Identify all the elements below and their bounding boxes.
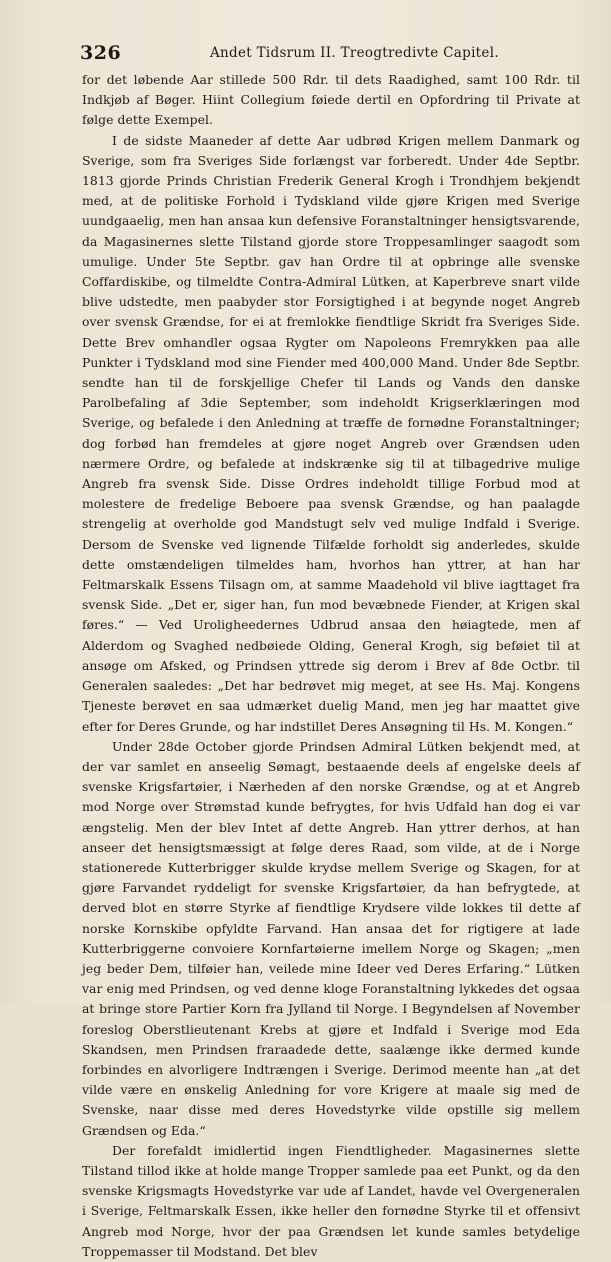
- page-header: [80, 42, 580, 66]
- paragraph-no-hostilities: Der forefaldt imidlertid ingen Fiendtligheder. Magasinernes slette Tilstand tillod ikke at holde mange Tropper samlede paa eet Punkt, og da den svenske Krigsmagts Hovedstyrke var ude af Landet, havde vel Overgeneralen i Sverige, Feltmarskalk Essen, ikke heller den fornødne Styrke til et offensivt Angreb mod Norge, hvor der paa Grændsen let kunde samles betydelige Troppemasser til Modstand. Det blev: [82, 1142, 580, 1259]
- body-text: [82, 70, 580, 1262]
- paragraph-continuation: for det løbende Aar stillede 500 Rdr. til dets Raadighed, samt 100 Rdr. til Indkjøb af Bøger. Hiint Collegium føiede dertil en Opfordring til Private at følge dette Exempel.: [82, 72, 580, 128]
- paragraph-war-outbreak: I de sidste Maaneder af dette Aar udbrød Krigen mellem Danmark og Sverige, som fra Sveriges Side forlængst var forberedt. Under 4de Septbr. 1813 gjorde Prinds Christian Frederik General Krogh i Trondhjem bekjendt med, at de politiske Forhold i Tydskland vilde gjøre Krigen med Sverige uundgaaelig, men han ansaa kun defensive Foranstaltninger hensigtsvarende, da Magasinernes slette Tilstand gjorde store Troppesamlinger saagodt som umulige. Under 5te Septbr. gav han Ordre til at opbringe alle svenske Coffardiskibe, og tilmeldte Contra-Admiral Lütken, at Kaperbreve snart vilde blive udstedte, men paabyder stor Forsigtighed i at begynde noget Angreb over svensk Grændse, for ei at fremlokke fiendtlige Skridt fra Sveriges Side. Dette Brev omhandler ogsaa Rygter om Napoleons Fremrykken paa alle Punkter i Tydskland mod sine Fiender med 400,000 Mand. Under 8de Septbr. sendte han til de forskjellige Chefer til Lands og Vands den danske Parolbefaling af 3die September, som indeholdt Krigserklæringen mod Sverige, og befalede i den Anledning at træffe de fornødne Foranstaltninger; dog forbød han fremdeles at gjøre noget Angreb over Grændsen uden nærmere Ordre, og befalede at indskrænke sig til at tilbagedrive mulige Angreb fra svensk Side. Disse Ordres indeholdt tillige Forbud mod at molestere de fredelige Beboere paa svensk Grændse, og han paalagde strengelig at overholde god Mandstugt selv ved mulige Indfald i Sverige. Dersom de Svenske ved lignende Tilfælde forholdt sig anderledes, skulde dette omstændeligen tilmeldes ham, hvorhos han yttrer, at han har Feltmarskalk Essens Tilsagn om, at samme Maadehold vil blive iagttaget fra svensk Side. „Det er, siger han, fun mod bevæbnede Fiender, at Krigen skal føres.“ — Ved Uroligheedernes Udbrud ansaa den høiagtede, men af Alderdom og Svaghed nedbøiede Olding, General Krogh, sig beføiet til at ansøge om Afsked, og Prindsen yttrede sig derom i Brev af 8de Octbr. til Generalen saaledes: „Det har bedrøvet mig meget, at see Hs. Maj. Kongens Tjeneste berøvet en saa udmærket duelig Mand, men jeg har maattet give efter for Deres Grunde, og har indstillet Deres Ansøgning til Hs. M. Kongen.“: [82, 132, 580, 734]
- paragraph-october-28: Under 28de October gjorde Prindsen Admiral Lütken bekjendt med, at der var samlet en anseelig Sømagt, bestaaende deels af engelske deels af svenske Krigsfartøier, i Nærheden af den norske Grændse, og at et Angreb mod Norge over Strømstad kunde befrygtes, for hvis Udfald han dog ei var ængstelig. Men der blev Intet af dette Angreb. Han yttrer derhos, at han anseer det hensigtsmæssigt at følge deres Raad, som vilde, at de i Norge stationerede Kutterbrigger skulde krydse mellem Sverige og Skagen, for at gjøre Farvandet ryddeligt for svenske Krigsfartøier, da han befrygtede, at derved blot en større Styrke af fiendtlige Krydsere vilde lokkes til dette af norske Kornskibe opfyldte Farvand. Han ansaa det for rigtigere at lade Kutterbriggerne convoiere Kornfartøierne imellem Norge og Skagen; „men jeg beder Dem, tilføier han, veilede mine Ideer ved Deres Erfaring.“ Lütken var enig med Prindsen, og ved denne kloge Foranstaltning lykkedes det ogsaa at bringe store Partier Korn fra Jylland til Norge. I Begyndelsen af November foreslog Oberstlieutenant Krebs at gjøre et Indfald i Sverige mod Eda Skandsen, men Prindsen fraraadede dette, saalænge ikke dermed kunde forbindes en alvorligere Indtrængen i Sverige. Derimod meente han „at det vilde være en ønskelig Anledning for vore Krigere at maale sig med de Svenske, naar disse med deres Hovedstyrke vilde opstille sig mellem Grændsen og Eda.“: [82, 738, 580, 1138]
- page-number: 326: [80, 42, 122, 64]
- running-head: Andet Tidsrum II. Treogtredivte Capitel.: [210, 45, 499, 61]
